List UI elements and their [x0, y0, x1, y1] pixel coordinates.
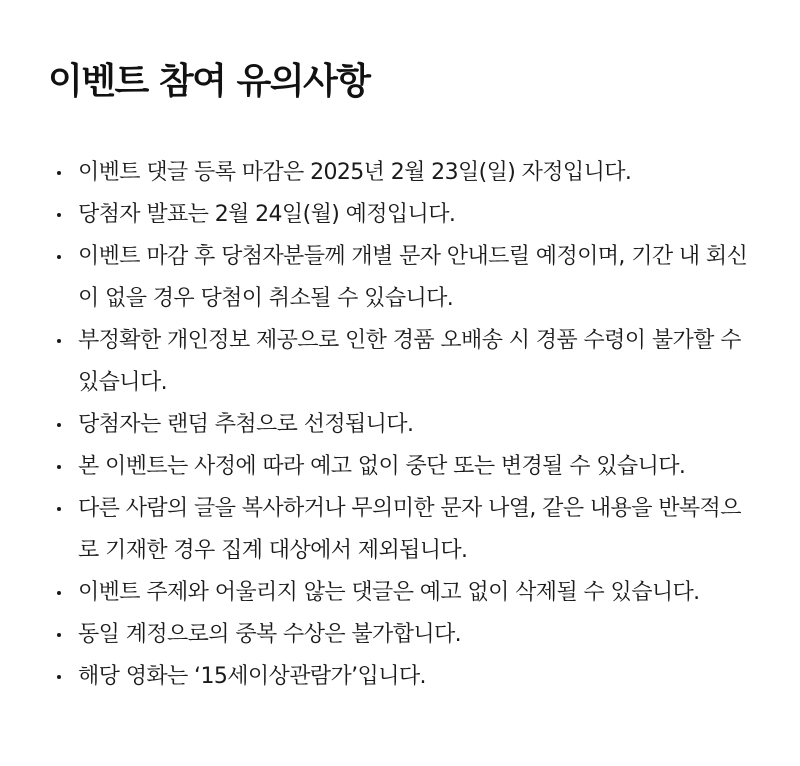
- notice-item-registration-deadline: 이벤트 댓글 등록 마감은 2025년 2월 23일(일) 자정입니다.: [48, 152, 760, 194]
- notice-item-winner-contact: 이벤트 마감 후 당첨자분들께 개별 문자 안내드릴 예정이며, 기간 내 회신이 없을 경우 당첨이 취소될 수 있습니다.: [48, 236, 760, 320]
- notice-item-winner-announcement: 당첨자 발표는 2월 24일(월) 예정입니다.: [48, 194, 760, 236]
- notice-item-deleted-comments: 이벤트 주제와 어울리지 않는 댓글은 예고 없이 삭제될 수 있습니다.: [48, 572, 760, 614]
- notice-list: [48, 152, 760, 698]
- notice-item-personal-info: 부정확한 개인정보 제공으로 인한 경품 오배송 시 경품 수령이 불가할 수 있습니다.: [48, 320, 760, 404]
- notice-item-random-draw: 당첨자는 랜덤 추첨으로 선정됩니다.: [48, 404, 760, 446]
- notice-item-event-change: 본 이벤트는 사정에 따라 예고 없이 중단 또는 변경될 수 있습니다.: [48, 446, 760, 488]
- notice-item-excluded-comments: 다른 사람의 글을 복사하거나 무의미한 문자 나열, 같은 내용을 반복적으로 기재한 경우 집계 대상에서 제외됩니다.: [48, 488, 760, 572]
- page-title: 이벤트 참여 유의사항: [48, 61, 370, 102]
- notice-item-duplicate-winning: 동일 계정으로의 중복 수상은 불가합니다.: [48, 614, 760, 656]
- notice-item-age-rating: 해당 영화는 ‘15세이상관람가’입니다.: [48, 656, 760, 698]
